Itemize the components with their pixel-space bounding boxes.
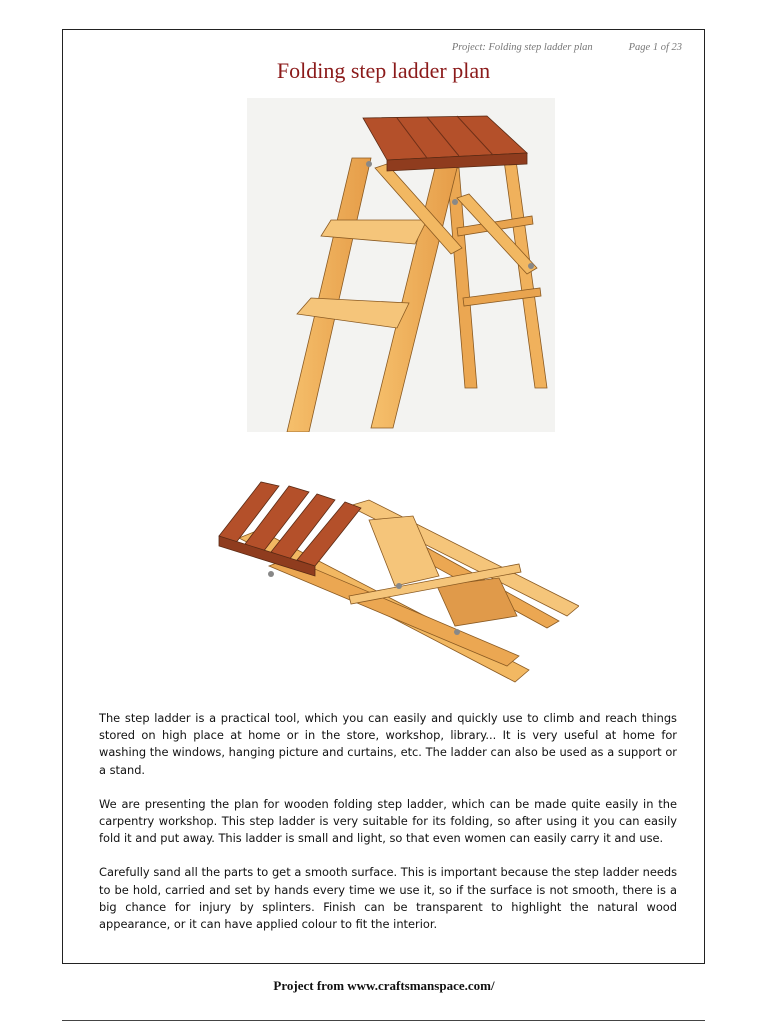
ladder-open-illustration — [247, 98, 555, 432]
footer-rule — [62, 1020, 705, 1021]
document-title: Folding step ladder plan — [276, 58, 491, 83]
header-project: Project: Folding step ladder plan — [451, 42, 593, 53]
paragraph-3: Carefully sand all the parts to get a smooth surface. This is important because the step ladder needs to be hold, carried and set by hands every time we use it, so if the surface is not smooth, there is a big chance for injury by splinters. Finish can be transparent to highlight the natural wood appearance, or it can have applied colour to fit the interior. — [99, 865, 677, 932]
header-page-number: Page 1 of 23 — [628, 42, 682, 53]
footer-link[interactable]: Project from www.craftsmanspace.com/ — [273, 978, 495, 993]
body-text — [99, 710, 677, 950]
page-frame — [62, 29, 705, 964]
ladder-folded-illustration — [199, 446, 579, 696]
paragraph-1: The step ladder is a practical tool, which you can easily and quickly use to climb and reach things stored on high place at home or in the store, workshop, library... It is very useful at home for washing the windows, hanging picture and curtains, etc. The ladder can also be used as a support or a stand. — [99, 711, 677, 777]
page-header — [452, 42, 682, 53]
paragraph-2: We are presenting the plan for wooden folding step ladder, which can be made quite easily in the carpentry workshop. This step ladder is very suitable for its folding, so after using it you can easily fold it and put away. This ladder is small and light, so that even women can easily carry it and use. — [99, 796, 677, 846]
